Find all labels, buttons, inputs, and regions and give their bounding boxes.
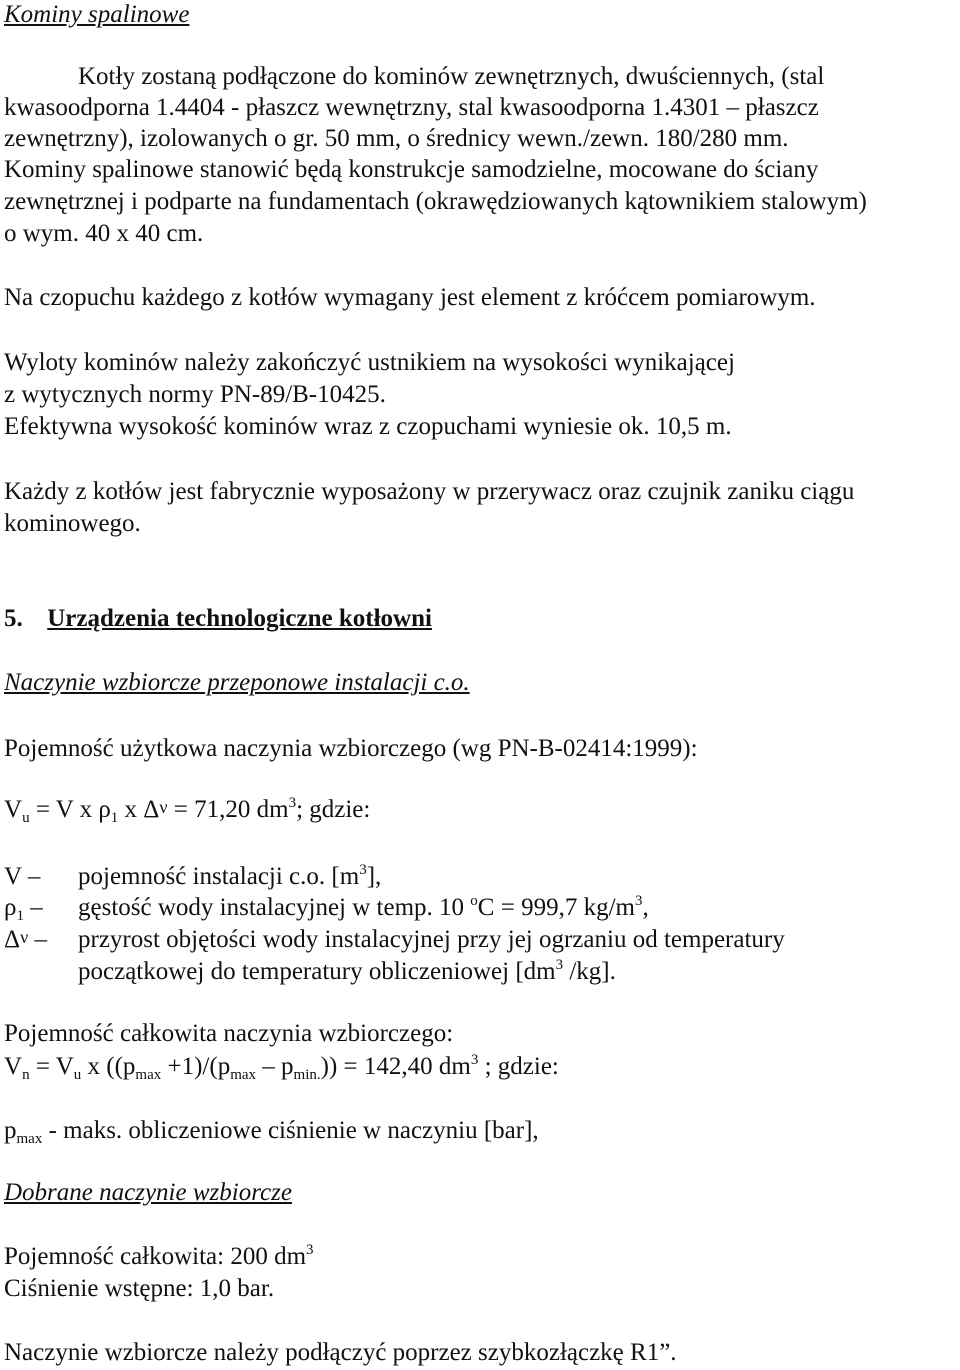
spec-superscript: 3 (306, 1242, 314, 1258)
definition-symbol: ρ (4, 894, 17, 921)
usable-capacity-label: Pojemność użytkowa naczynia wzbiorczego (wg PN-B-02414:1999): (4, 735, 698, 762)
formula-text: ; gdzie: (478, 1053, 559, 1080)
paragraph-line: zewnętrznej i podparte na fundamentach (okrawędziowanych kątownikiem stalowym) (4, 188, 867, 215)
formula-text: )) = 142,40 dm (320, 1053, 471, 1080)
paragraph-line: Każdy z kotłów jest fabrycznie wyposażony w przerywacz oraz czujnik zaniku ciągu (4, 478, 855, 505)
formula-text: = V (29, 1053, 74, 1080)
paragraph-line: kwasoodporna 1.4404 - płaszcz wewnętrzny, stal kwasoodporna 1.4301 – płaszcz (4, 94, 819, 121)
paragraph-line: Wyloty kominów należy zakończyć ustnikiem na wysokości wynikającej (4, 349, 735, 376)
paragraph-line: Kotły zostaną podłączone do kominów zewnętrznych, dwuściennych, (stal (78, 63, 825, 90)
definition-text: początkowej do temperatury obliczeniowej [dm (78, 958, 556, 985)
total-capacity-value (4, 1242, 314, 1272)
formula-text: x ((p (81, 1053, 136, 1080)
definition-superscript: 3 (634, 893, 643, 909)
definition-subscript: 1 (16, 908, 24, 924)
definition-symbol: Δ (4, 926, 21, 953)
formula-subscript: 1 (110, 810, 119, 826)
definition-desc-continued (78, 957, 616, 987)
paragraph-line: Na czopuchu każdego z kotłów wymagany jest element z króćcem pomiarowym. (4, 284, 816, 311)
pre-pressure-value: Ciśnienie wstępne: 1,0 bar. (4, 1275, 275, 1302)
formula-text: +1)/(p (161, 1053, 231, 1080)
paragraph-line: zewnętrzny), izolowanych o gr. 50 mm, o średnicy wewn./zewn. 180/280 mm. (4, 125, 789, 152)
section-heading-chimneys: Kominy spalinowe (4, 1, 190, 28)
formula-subscript: n (22, 1067, 30, 1083)
section-title: Urządzenia technologiczne kotłowni (47, 605, 432, 632)
formula-symbol: V (4, 796, 23, 823)
total-capacity-label: Pojemność całkowita naczynia wzbiorczego: (4, 1020, 454, 1047)
definition-text: /kg]. (563, 958, 616, 985)
pmax-definition (4, 1116, 539, 1146)
formula-text: – p (256, 1053, 294, 1080)
definition-text: , (642, 894, 649, 921)
formula-text: = V x ρ (29, 796, 111, 823)
formula-subscript: u (73, 1067, 82, 1083)
definition-superscript: o (470, 893, 478, 909)
definition-desc (78, 862, 381, 892)
definition-term (4, 893, 43, 923)
paragraph-line: kominowego. (4, 510, 141, 537)
section-heading-equipment (4, 604, 432, 634)
formula-subscript: u (22, 810, 30, 826)
definition-desc (78, 893, 649, 923)
formula-superscript: 3 (470, 1052, 479, 1068)
formula-text: ; gdzie: (296, 796, 371, 823)
formula-total-capacity (4, 1052, 559, 1082)
connection-note: Naczynie wzbiorcze należy podłączyć poprzez szybkozłączkę R1”. (4, 1339, 677, 1366)
definition-text: - maks. obliczeniowe ciśnienie w naczyniu [bar], (42, 1117, 539, 1144)
paragraph-line: o wym. 40 x 40 cm. (4, 220, 204, 247)
spec-text: Pojemność całkowita: 200 dm (4, 1243, 307, 1270)
definition-text: ], (366, 863, 382, 890)
subheading-expansion-vessel: Naczynie wzbiorcze przeponowe instalacji c.o. (4, 669, 470, 696)
formula-usable-capacity (4, 795, 370, 825)
paragraph-line: Efektywna wysokość kominów wraz z czopuchami wyniesie ok. 10,5 m. (4, 413, 732, 440)
definition-text: C = 999,7 kg/m (477, 894, 635, 921)
paragraph-line: Kominy spalinowe stanowić będą konstrukcje samodzielne, mocowane do ściany (4, 156, 819, 183)
formula-text: = 71,20 dm (167, 796, 289, 823)
formula-subscript: min. (293, 1067, 321, 1083)
formula-symbol: V (4, 1053, 23, 1080)
definition-superscript: 3 (359, 862, 367, 878)
definition-text: gęstość wody instalacyjnej w temp. 10 (78, 894, 471, 921)
definition-superscript: ν (20, 927, 29, 947)
paragraph-line: z wytycznych normy PN-89/B-10425. (4, 381, 386, 408)
formula-subscript: max (230, 1067, 257, 1083)
definition-desc: przyrost objętości wody instalacyjnej przy jej ogrzaniu od temperatury (78, 926, 785, 953)
definition-superscript: 3 (555, 957, 564, 973)
definition-text: pojemność instalacji c.o. [m (78, 863, 360, 890)
definition-dash: – (28, 926, 47, 953)
formula-superscript: ν (159, 797, 168, 817)
formula-symbol: p (4, 1117, 17, 1144)
formula-subscript: max (135, 1067, 162, 1083)
definition-term: V – (4, 863, 41, 890)
definition-term (4, 925, 47, 955)
formula-superscript: 3 (288, 795, 297, 811)
subheading-chosen-vessel: Dobrane naczynie wzbiorcze (4, 1179, 292, 1206)
formula-subscript: max (16, 1131, 43, 1147)
formula-text: x Δ (118, 796, 160, 823)
section-number: 5. (4, 605, 23, 632)
definition-dash: – (23, 894, 43, 921)
